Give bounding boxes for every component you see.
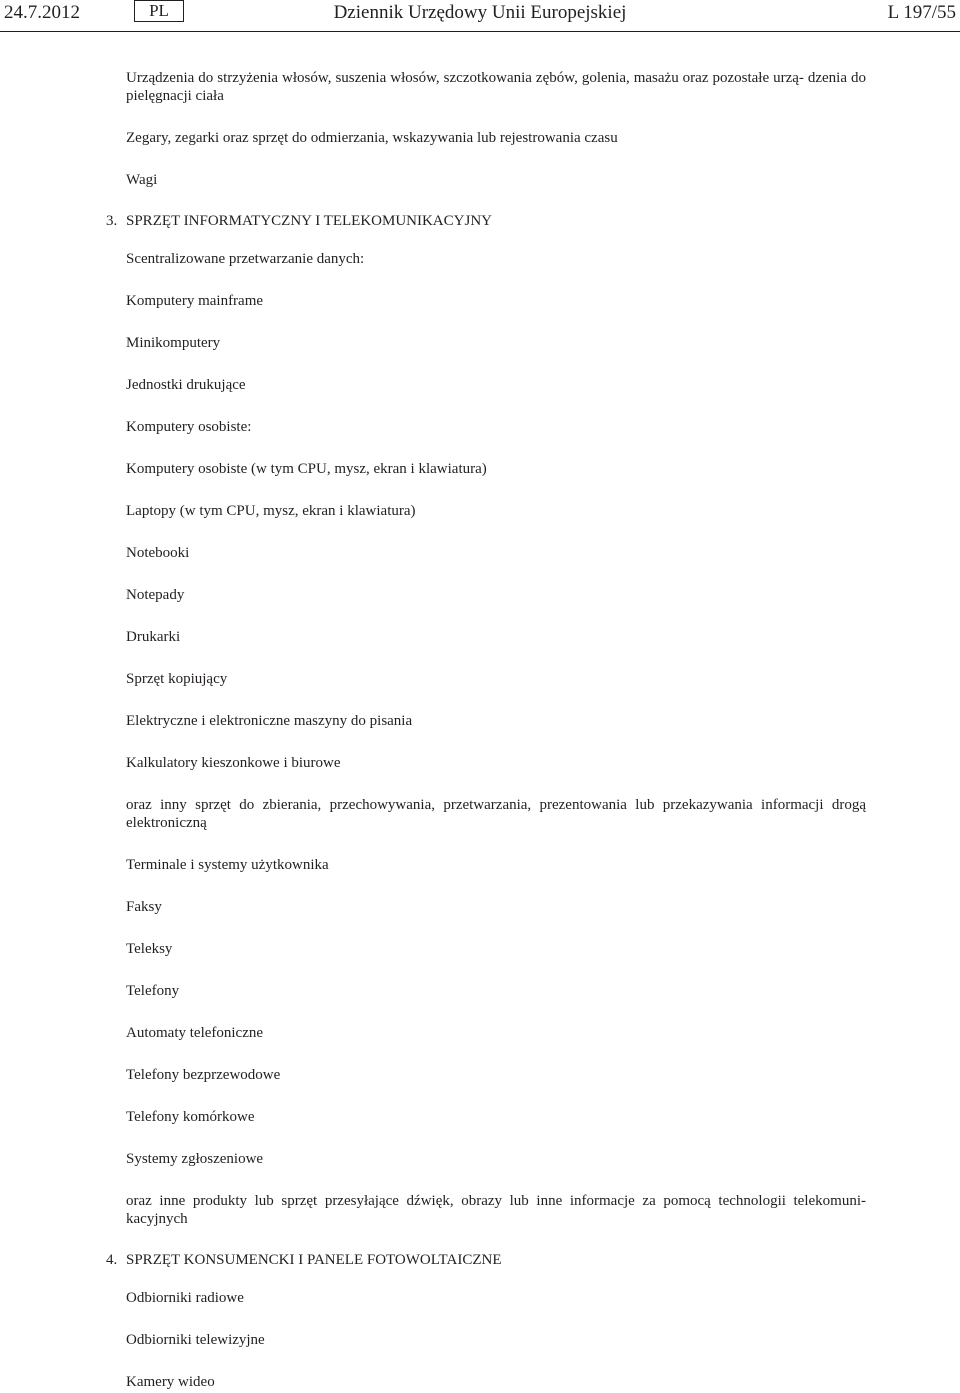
- list-item: Teleksy: [126, 941, 173, 957]
- list-item: Elektryczne i elektroniczne maszyny do pisania: [126, 713, 413, 729]
- list-item: Zegary, zegarki oraz sprzęt do odmierzania, wskazywania lub rejestrowania czasu: [126, 130, 618, 146]
- list-item: Komputery osobiste (w tym CPU, mysz, ekran i klawiatura): [126, 461, 487, 477]
- section-heading: SPRZĘT KONSUMENCKI I PANELE FOTOWOLTAICZNE: [126, 1252, 502, 1268]
- section-heading: SPRZĘT INFORMATYCZNY I TELEKOMUNIKACYJNY: [126, 213, 492, 229]
- list-item: Sprzęt kopiujący: [126, 671, 228, 687]
- list-item: Wagi: [126, 172, 158, 188]
- list-item: oraz inne produkty lub sprzęt przesyłające dźwięk, obrazy lub inne informacje za pomocą technologii telekomuni- kacyjnych: [126, 1193, 866, 1227]
- list-item: Minikomputery: [126, 335, 221, 351]
- list-item: oraz inny sprzęt do zbierania, przechowywania, przetwarzania, prezentowania lub przekazywania informacji drogą elektroniczną: [126, 797, 866, 831]
- list-item: Komputery osobiste:: [126, 419, 252, 435]
- list-item: Telefony: [126, 983, 180, 999]
- list-item: Telefony komórkowe: [126, 1109, 255, 1125]
- page-reference: L 197/55: [887, 2, 956, 23]
- list-item: Notepady: [126, 587, 185, 603]
- list-item: Kalkulatory kieszonkowe i biurowe: [126, 755, 341, 771]
- list-item: Faksy: [126, 899, 162, 915]
- list-item: Scentralizowane przetwarzanie danych:: [126, 251, 365, 267]
- list-item: Terminale i systemy użytkownika: [126, 857, 329, 873]
- list-item: Telefony bezprzewodowe: [126, 1067, 281, 1083]
- page-header: [0, 0, 960, 30]
- publication-date: 24.7.2012: [4, 2, 80, 23]
- list-item: Laptopy (w tym CPU, mysz, ekran i klawiatura): [126, 503, 416, 519]
- section-number: 4.: [106, 1252, 118, 1268]
- list-item: Notebooki: [126, 545, 190, 561]
- list-item: Systemy zgłoszeniowe: [126, 1151, 264, 1167]
- language-badge: PL: [134, 0, 184, 22]
- list-item: Kamery wideo: [126, 1374, 215, 1390]
- list-item: Odbiorniki telewizyjne: [126, 1332, 265, 1348]
- list-item: Jednostki drukujące: [126, 377, 246, 393]
- journal-title: Dziennik Urzędowy Unii Europejskiej: [333, 2, 627, 23]
- list-item: Automaty telefoniczne: [126, 1025, 264, 1041]
- list-item: Odbiorniki radiowe: [126, 1290, 244, 1306]
- list-item: Drukarki: [126, 629, 181, 645]
- section-number: 3.: [106, 213, 118, 229]
- list-item: Urządzenia do strzyżenia włosów, suszenia włosów, szczotkowania zębów, golenia, masażu oraz pozostałe urzą- dzenia do pielęgnacji ciała: [126, 70, 866, 104]
- list-item: Komputery mainframe: [126, 293, 264, 309]
- header-divider: [0, 31, 960, 32]
